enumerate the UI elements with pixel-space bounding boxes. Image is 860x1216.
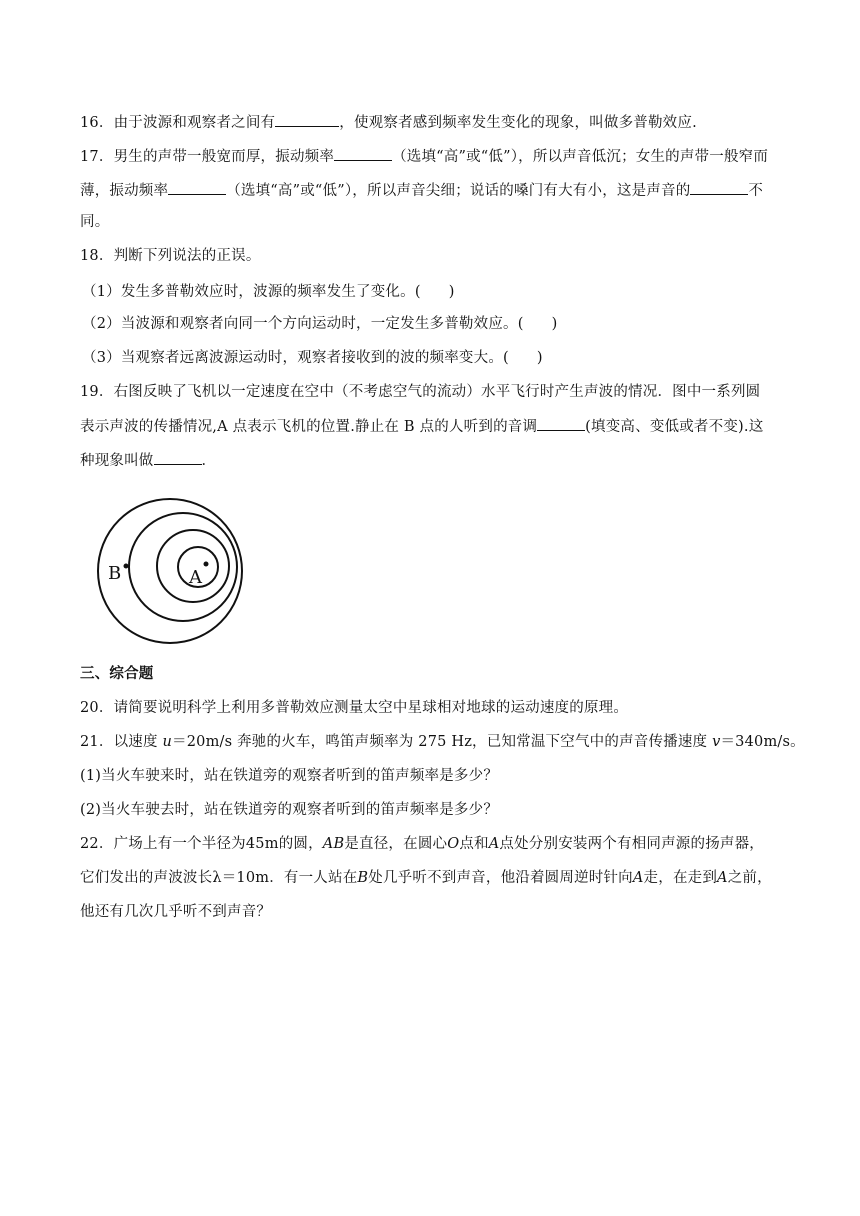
question-21 [80,732,805,752]
question-number: 19． [80,384,114,400]
question-text: ，使观察者感到频率发生变化的现象，叫做多普勒效应. [339,115,697,131]
wave-circle-2 [129,513,237,621]
question-text: 男生的声带一般宽而厚，振动频率 [113,149,335,165]
question-text: ＝20m/s 奔驰的火车，鸣笛声频率为 275 Hz，已知常温下空气中的声音传播速度 [172,734,713,750]
question-text: 判断下列说法的正误。 [113,248,261,264]
close-paren: ) [551,316,558,332]
variable-a: A [488,836,500,852]
question-text: （选填“高”或“低”），所以声音低沉；女生的声带一般窄而 [392,149,769,165]
question-text: 的圆， [278,836,323,852]
question-text: 不 [748,183,764,199]
question-16 [80,112,697,133]
answer-blank[interactable] [275,112,339,127]
wavelength-value: λ＝10m [212,870,270,886]
variable-ab: AB [322,836,345,852]
question-text: 它们发出的声波波长 [80,870,213,886]
statement-text: （3）当观察者远离波源运动时，观察者接收到的波的频率变大。( [82,350,509,366]
question-19-line-1 [80,382,760,402]
question-number: 17． [80,149,114,165]
close-paren: ) [536,350,543,366]
question-text: 点处分别安装两个有相同声源的扬声器， [499,836,765,852]
question-text: 表示声波的传播情况,A 点表示飞机的位置.静止在 B 点的人听到的音调 [80,419,538,435]
question-19-line-2 [80,416,763,437]
variable-a: A [717,870,728,886]
question-text: ＝340m/s。 [720,734,805,750]
question-19-line-3 [80,450,216,471]
question-20 [80,698,628,718]
point-a-dot [204,562,209,567]
question-text: 是直径，在圆心 [344,836,448,852]
question-text: 请简要说明科学上利用多普勒效应测量太空中星球相对地球的运动速度的原理。 [113,700,629,716]
question-number: 21． [80,734,114,750]
question-text: 走，在走到 [643,870,718,886]
radius-value: 45m [245,836,279,852]
statement-text: （2）当波源和观察者向同一个方向运动时，一定发生多普勒效应。( [82,316,524,332]
statement-text: （1）发生多普勒效应时，波源的频率发生了变化。( [82,284,421,300]
question-text: 点和 [459,836,489,852]
question-text: 薄，振动频率 [80,183,169,199]
question-text: （选填“高”或“低”），所以声音尖细；说话的嗓门有大有小，这是声音的 [226,183,691,199]
question-number: 20． [80,700,114,716]
question-text: 种现象叫做 [80,453,154,469]
question-22-line-3: 他还有几次几乎听不到声音？ [80,904,272,920]
point-a-label: A [189,567,202,588]
variable-b: B [357,870,369,886]
question-18 [80,246,261,266]
answer-blank[interactable] [334,146,392,161]
question-18-item-3 [82,348,543,368]
question-text: ．有一人站在 [269,870,358,886]
question-17-line-2 [80,180,763,201]
question-21-sub-2: (2)当火车驶去时，站在铁道旁的观察者听到的笛声频率是多少？ [80,802,499,818]
question-text: 以速度 [113,734,163,750]
question-21-sub-1: (1)当火车驶来时，站在铁道旁的观察者听到的笛声频率是多少？ [80,768,499,784]
question-18-item-1 [82,282,455,302]
question-text: 之前， [727,870,772,886]
doppler-wave-figure [90,497,250,645]
question-number: 16． [80,115,114,131]
question-text: 同。 [80,214,110,230]
question-17-line-3 [80,212,109,232]
section-3-title: 三、综合题 [80,666,154,682]
answer-blank[interactable] [537,416,585,431]
point-b-dot [124,564,129,569]
point-b-label: B [108,563,122,584]
answer-blank[interactable] [154,450,202,465]
answer-blank[interactable] [168,180,226,195]
question-22-line-1 [80,834,764,854]
question-18-item-2 [82,314,557,334]
variable-a: A [632,870,644,886]
question-text: (填变高、变低或者不变).这 [585,419,764,435]
question-text: 由于波源和观察者之间有 [113,115,276,131]
question-22-line-2 [80,868,772,888]
question-17-line-1 [80,146,768,167]
question-number: 18． [80,248,114,264]
close-paren: ) [448,284,455,300]
question-text: 右图反映了飞机以一定速度在空中（不考虑空气的流动）水平飞行时产生声波的情况．图中一系列圆 [113,384,761,400]
question-text: 处几乎听不到声音，他沿着圆周逆时针向 [368,870,633,886]
variable-u: u [162,734,173,750]
variable-v: v [712,734,721,750]
answer-blank[interactable] [690,180,748,195]
question-text: 广场上有一个半径为 [113,836,246,852]
question-number: 22． [80,836,114,852]
question-text: ． [201,453,217,469]
variable-o: O [447,836,460,852]
